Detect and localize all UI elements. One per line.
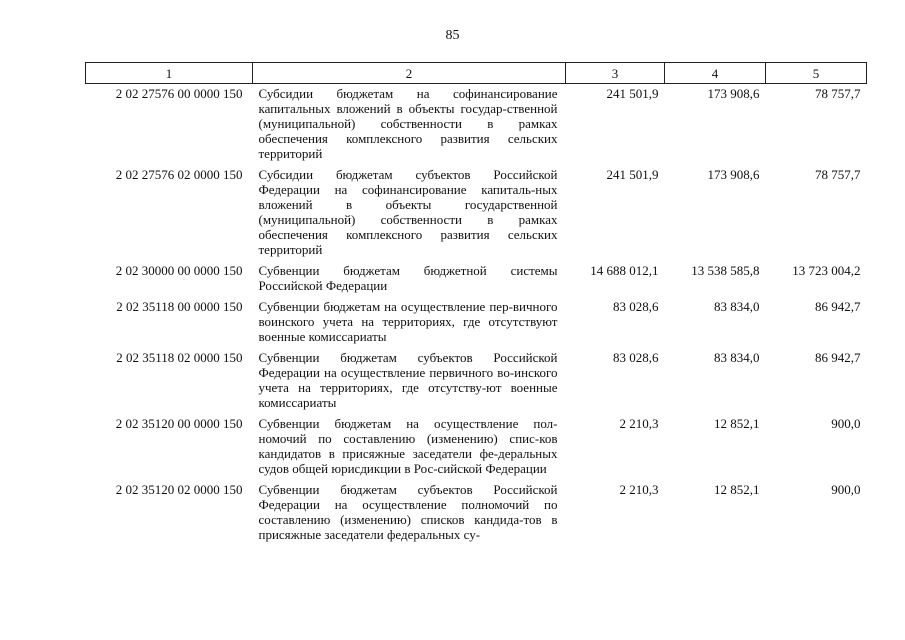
revenue-name: Субвенции бюджетам на осуществление пер-вичного воинского учета на территориях, где отсутствуют военные комиссариаты	[258, 299, 558, 344]
revenue-name: Субвенции бюджетам на осуществление пол-номочий по составлению (изменению) спис-ков кандидатов в присяжные заседатели фе-деральных судов общей юрисдикции в Рос-сийской Федерации	[258, 416, 558, 476]
revenue-name: Субсидии бюджетам на софинансирование капитальных вложений в объекты государ-ственной (муниципальной) собственности в рамках обеспечения комплексного развития сельских территорий	[258, 86, 558, 161]
header-col-3: 3	[566, 63, 665, 84]
table-row	[86, 348, 867, 414]
budget-code: 2 02 27576 02 0000 150	[115, 167, 243, 182]
header-row	[86, 63, 867, 84]
value-col-3: 2 210,3	[619, 482, 659, 497]
value-col-3: 2 210,3	[619, 416, 659, 431]
budget-code: 2 02 35120 02 0000 150	[115, 482, 243, 497]
budget-revenue-table	[85, 62, 867, 546]
revenue-name: Субвенции бюджетам субъектов Российской Федерации на осуществление первичного во-инского учета на территориях, где отсутству-ют военные комиссариаты	[258, 350, 558, 410]
revenue-name: Субвенции бюджетам субъектов Российской Федерации на осуществление полномочий по составлению (изменению) списков кандида-тов в присяжные заседатели федеральных су-	[258, 482, 558, 542]
value-col-4: 83 834,0	[714, 299, 760, 314]
header-col-4: 4	[665, 63, 766, 84]
value-col-5: 86 942,7	[815, 299, 861, 314]
value-col-4: 12 852,1	[714, 416, 760, 431]
budget-code: 2 02 35118 02 0000 150	[116, 350, 243, 365]
table-row	[86, 261, 867, 297]
value-col-4: 83 834,0	[714, 350, 760, 365]
budget-code: 2 02 35118 00 0000 150	[116, 299, 243, 314]
table-body	[86, 84, 867, 547]
value-col-3: 14 688 012,1	[590, 263, 659, 278]
header-col-1: 1	[86, 63, 253, 84]
value-col-5: 900,0	[831, 482, 861, 497]
value-col-4: 173 908,6	[707, 167, 760, 182]
header-col-2: 2	[253, 63, 566, 84]
value-col-3: 83 028,6	[613, 299, 659, 314]
value-col-4: 173 908,6	[707, 86, 760, 101]
revenue-name: Субсидии бюджетам субъектов Российской Федерации на софинансирование капиталь-ных вложений в объекты государственной (муниципальной) собственности в рамках обеспечения комплексного развития сельских территорий	[258, 167, 558, 257]
value-col-5: 13 723 004,2	[792, 263, 861, 278]
budget-code: 2 02 27576 00 0000 150	[115, 86, 243, 101]
page-number: 85	[445, 28, 460, 43]
budget-code: 2 02 30000 00 0000 150	[115, 263, 243, 278]
header-col-5: 5	[766, 63, 867, 84]
table-row	[86, 84, 867, 166]
table-row	[86, 297, 867, 348]
value-col-5: 78 757,7	[815, 167, 861, 182]
value-col-3: 83 028,6	[613, 350, 659, 365]
value-col-4: 13 538 585,8	[691, 263, 760, 278]
value-col-3: 241 501,9	[606, 86, 659, 101]
value-col-4: 12 852,1	[714, 482, 760, 497]
value-col-5: 900,0	[831, 416, 861, 431]
revenue-name: Субвенции бюджетам бюджетной системы Российской Федерации	[258, 263, 558, 293]
value-col-5: 78 757,7	[815, 86, 861, 101]
table-header	[86, 63, 867, 84]
table-row	[86, 480, 867, 546]
budget-code: 2 02 35120 00 0000 150	[115, 416, 243, 431]
table-row	[86, 165, 867, 261]
value-col-3: 241 501,9	[606, 167, 659, 182]
table-row	[86, 414, 867, 480]
value-col-5: 86 942,7	[815, 350, 861, 365]
